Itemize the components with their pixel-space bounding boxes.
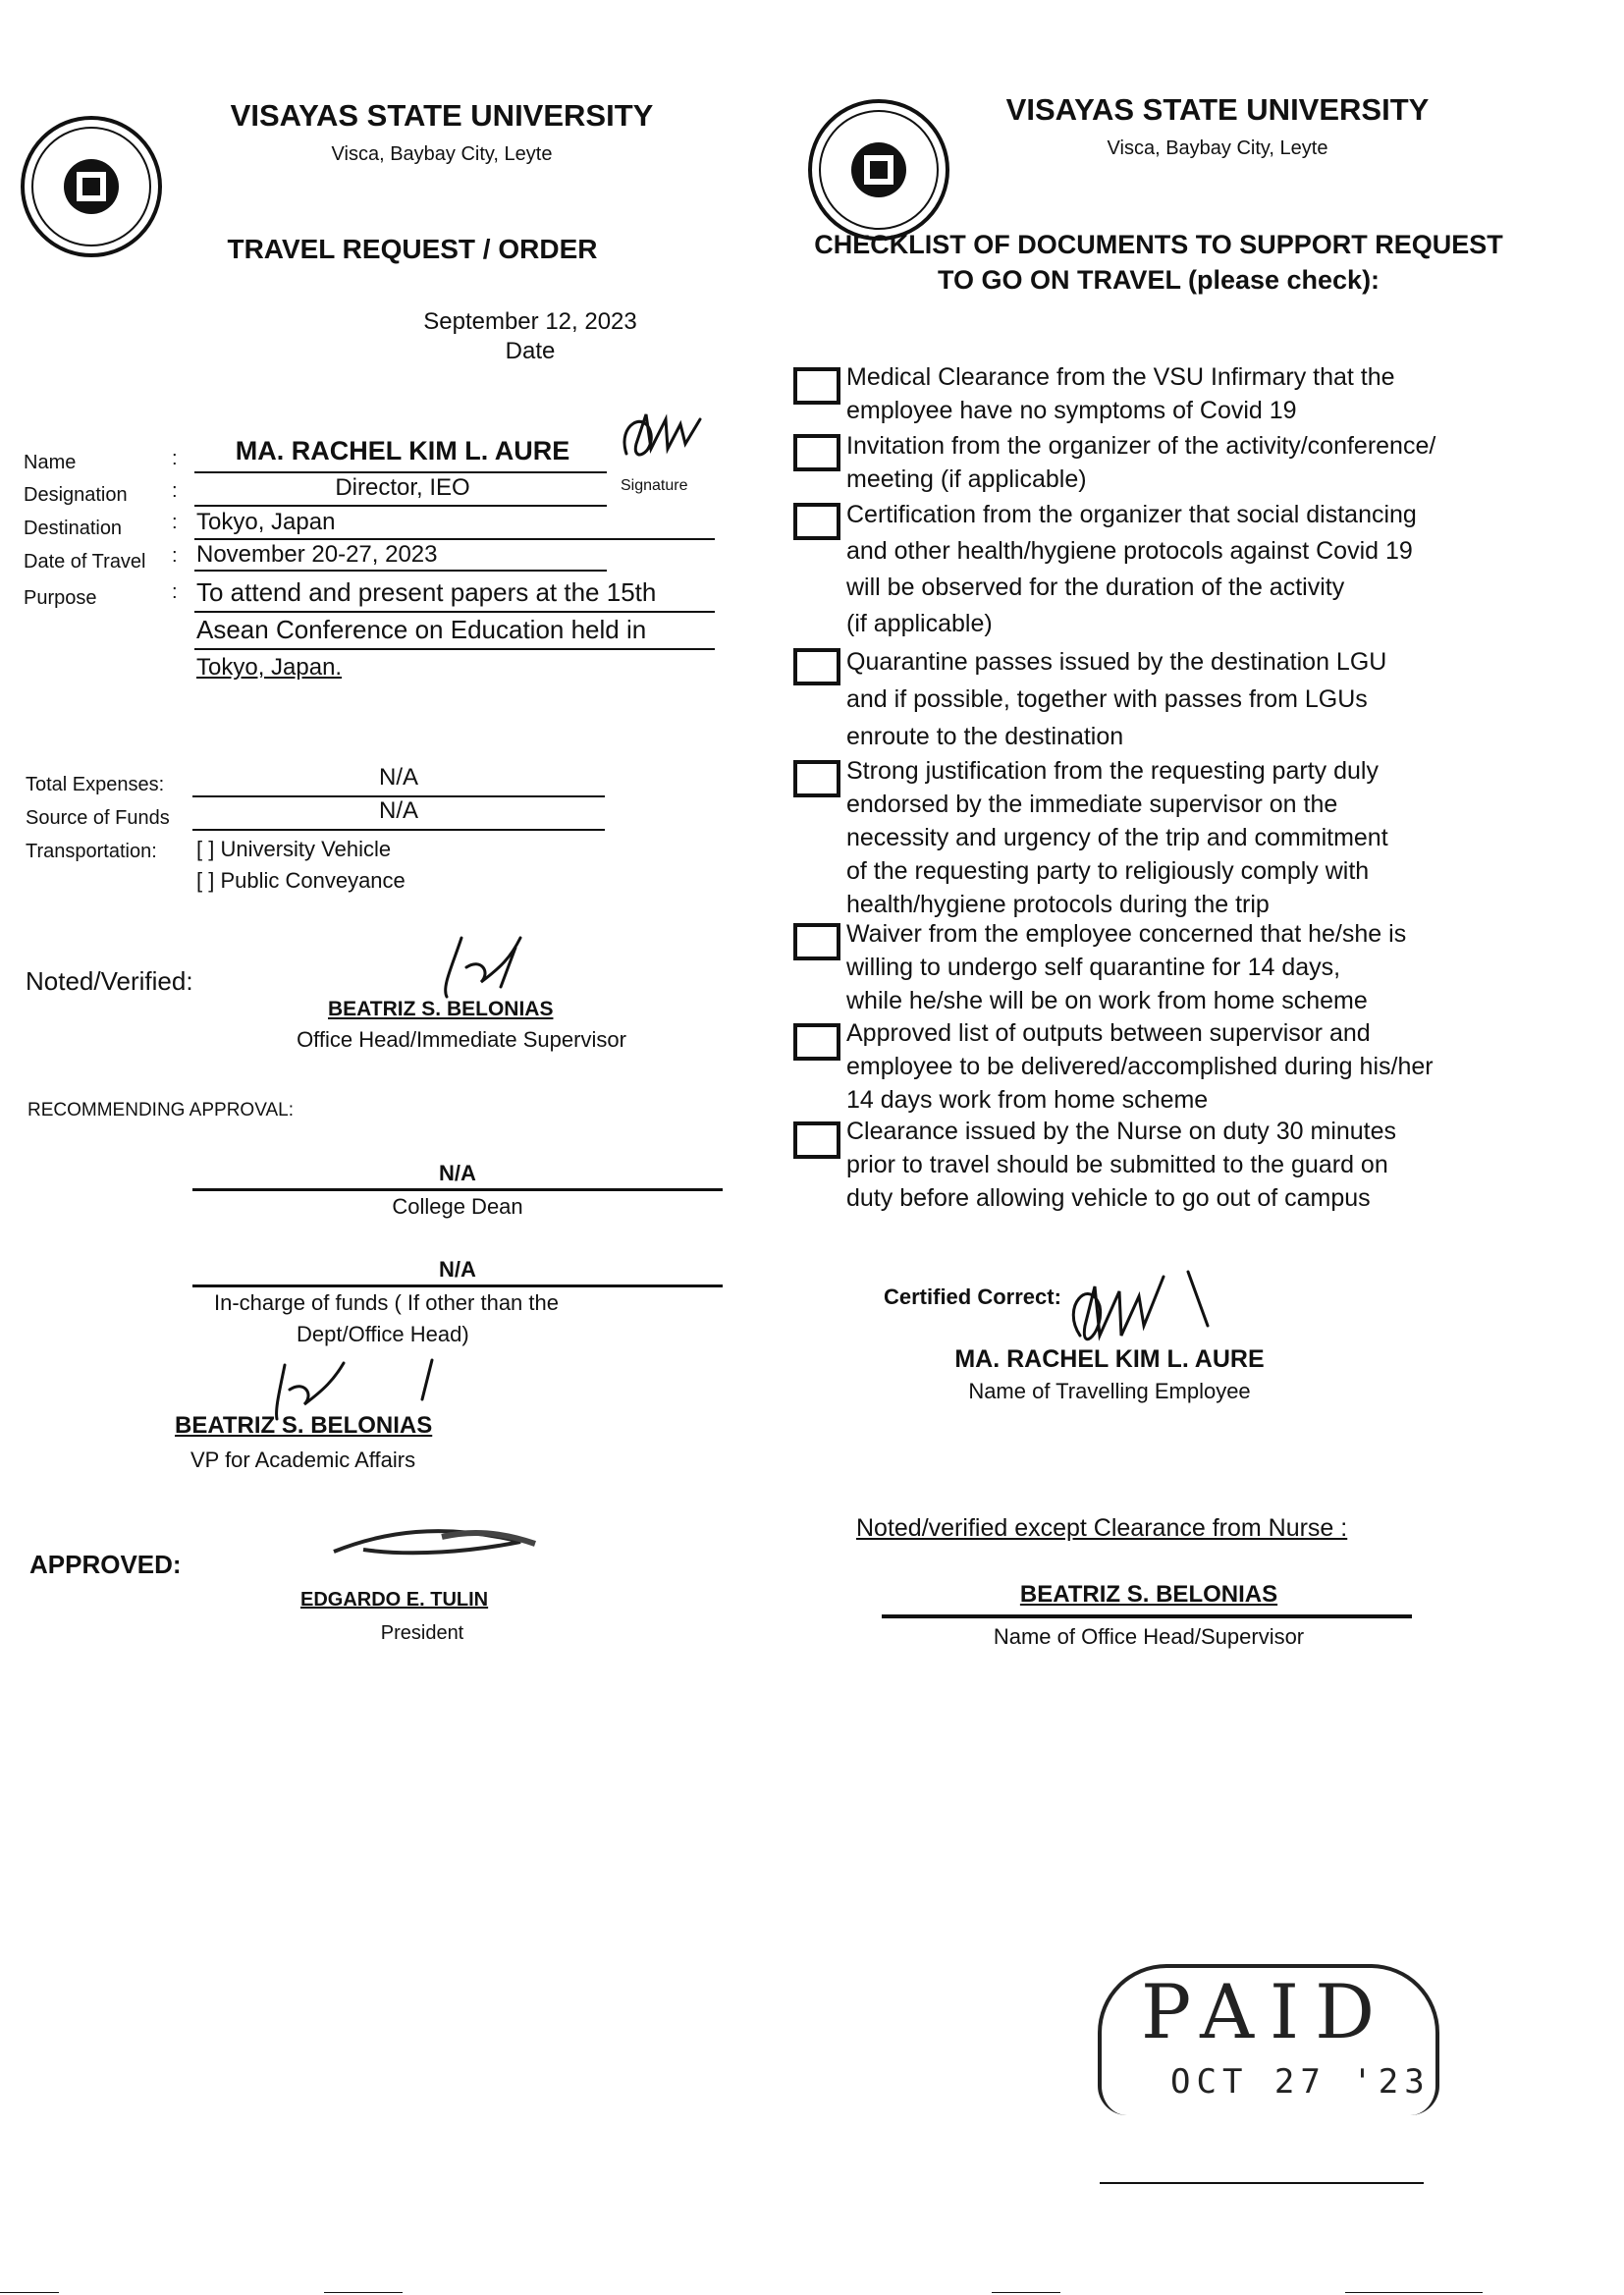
certified-employee-name: MA. RACHEL KIM L. AURE [954, 1345, 1265, 1373]
checklist-item-quarantine-passes: Quarantine passes issued by the destination LGU and if possible, together with passes from LGUs enroute to the destination [846, 648, 1387, 750]
transport-option-university-vehicle: [ ] University Vehicle [196, 837, 392, 861]
source-of-funds-label: Source of Funds [26, 807, 170, 829]
checklist-item-approved-outputs: Approved list of outputs between supervisor and employee to be delivered/accomplished during his/her 14 days work from home scheme [846, 1019, 1434, 1114]
checklist-title-line-2: TO GO ON TRAVEL (please check): [937, 265, 1380, 295]
destination-value: Tokyo, Japan [196, 509, 336, 535]
purpose-colon: : [172, 581, 178, 603]
president-title: President [380, 1622, 464, 1644]
university-seal-left [18, 113, 165, 260]
checkbox-invitation[interactable] [793, 434, 840, 471]
destination-label: Destination [24, 518, 123, 539]
request-date: September 12, 2023 [423, 308, 637, 335]
designation-value: Director, IEO [335, 474, 470, 501]
destination-colon: : [172, 512, 178, 533]
university-seal-right [805, 96, 952, 244]
source-of-funds-value: N/A [378, 797, 418, 824]
checkbox-quarantine-passes[interactable] [793, 648, 840, 685]
college-dean-value: N/A [439, 1161, 476, 1185]
checkbox-certification[interactable] [793, 503, 840, 540]
paid-stamp-date: OCT 27 '23 [1170, 2062, 1431, 2102]
checkbox-nurse-clearance[interactable] [793, 1121, 840, 1159]
funds-incharge-caption-2: Dept/Office Head) [297, 1322, 469, 1346]
transportation-label: Transportation: [26, 841, 157, 862]
university-name-left: VISAYAS STATE UNIVERSITY [230, 98, 654, 133]
paid-stamp [1098, 1964, 1439, 2115]
checklist-item-waiver: Waiver from the employee concerned that he/she is willing to undergo self quarantine for 14 days, while he/she will be on work from home scheme [846, 920, 1407, 1014]
university-address-left: Visca, Baybay City, Leyte [331, 143, 553, 165]
date-of-travel-value: November 20-27, 2023 [196, 541, 438, 568]
checklist-item-invitation: Invitation from the organizer of the activity/conference/ meeting (if applicable) [846, 432, 1436, 493]
purpose-line-2: Asean Conference on Education held in [196, 615, 647, 644]
checkbox-approved-outputs[interactable] [793, 1023, 840, 1061]
name-value: MA. RACHEL KIM L. AURE [235, 436, 570, 465]
form-title: TRAVEL REQUEST / ORDER [227, 234, 598, 264]
noted-supervisor-title: Office Head/Immediate Supervisor [297, 1027, 626, 1052]
name-colon: : [172, 448, 178, 469]
date-of-travel-colon: : [172, 545, 178, 567]
purpose-line-3: Tokyo, Japan. [196, 654, 343, 681]
purpose-label: Purpose [24, 587, 97, 609]
university-address-right: Visca, Baybay City, Leyte [1107, 137, 1328, 159]
checklist-item-certification: Certification from the organizer that social distancing and other health/hygiene protocols against Covid 19 will be observed for the duration of the activity (if applicable) [846, 501, 1417, 637]
noted-except-label: Noted/verified except Clearance from Nurse : [856, 1514, 1348, 1542]
designation-label: Designation [24, 484, 128, 506]
certified-employee-caption: Name of Travelling Employee [968, 1379, 1251, 1403]
president-signature [324, 1512, 550, 1581]
recommending-approval-label: RECOMMENDING APPROVAL: [27, 1100, 294, 1120]
checklist-item-nurse-clearance: Clearance issued by the Nurse on duty 30 minutes prior to travel should be submitted to the guard on duty before allowing vehicle to go out of campus [846, 1118, 1397, 1212]
designation-colon: : [172, 480, 178, 502]
request-date-label: Date [505, 338, 556, 364]
checklist-title-line-1: CHECKLIST OF DOCUMENTS TO SUPPORT REQUEST [814, 230, 1503, 259]
supervisor-signature [422, 928, 550, 1007]
funds-incharge-caption-1: In-charge of funds ( If other than the [214, 1290, 559, 1315]
college-dean-caption: College Dean [392, 1194, 523, 1219]
university-name-right: VISAYAS STATE UNIVERSITY [1005, 92, 1430, 127]
noted-verified-label: Noted/Verified: [26, 966, 193, 996]
noted-except-caption: Name of Office Head/Supervisor [993, 1624, 1305, 1649]
date-of-travel-label: Date of Travel [24, 551, 146, 573]
signature-caption: Signature [621, 477, 688, 494]
name-label: Name [24, 452, 77, 473]
checkbox-waiver[interactable] [793, 923, 840, 960]
noted-supervisor-name: BEATRIZ S. BELONIAS [328, 998, 554, 1020]
checklist-item-strong-justification: Strong justification from the requesting party duly endorsed by the immediate supervisor on the necessity and urgency of the trip and commitment of the requesting party to religiously comply with health/hygiene protocols during the trip [846, 757, 1388, 918]
president-name: EDGARDO E. TULIN [300, 1589, 489, 1611]
paid-stamp-word: PAID [1141, 1968, 1390, 2055]
purpose-line-1: To attend and present papers at the 15th [196, 577, 657, 607]
certified-correct-label: Certified Correct: [884, 1284, 1061, 1309]
checkbox-medical-clearance[interactable] [793, 367, 840, 405]
approved-label: APPROVED: [29, 1550, 182, 1579]
checkbox-strong-justification[interactable] [793, 760, 840, 797]
total-expenses-label: Total Expenses: [26, 774, 165, 795]
noted-except-name: BEATRIZ S. BELONIAS [1019, 1581, 1278, 1608]
total-expenses-value: N/A [378, 764, 418, 791]
employee-signature [607, 405, 725, 483]
funds-incharge-value: N/A [439, 1257, 476, 1282]
vp-title: VP for Academic Affairs [190, 1448, 416, 1472]
vp-name: BEATRIZ S. BELONIAS [175, 1412, 433, 1439]
checklist-item-medical-clearance: Medical Clearance from the VSU Infirmary that the employee have no symptoms of Covid 19 [846, 363, 1395, 424]
transport-option-public-conveyance: [ ] Public Conveyance [196, 868, 406, 893]
